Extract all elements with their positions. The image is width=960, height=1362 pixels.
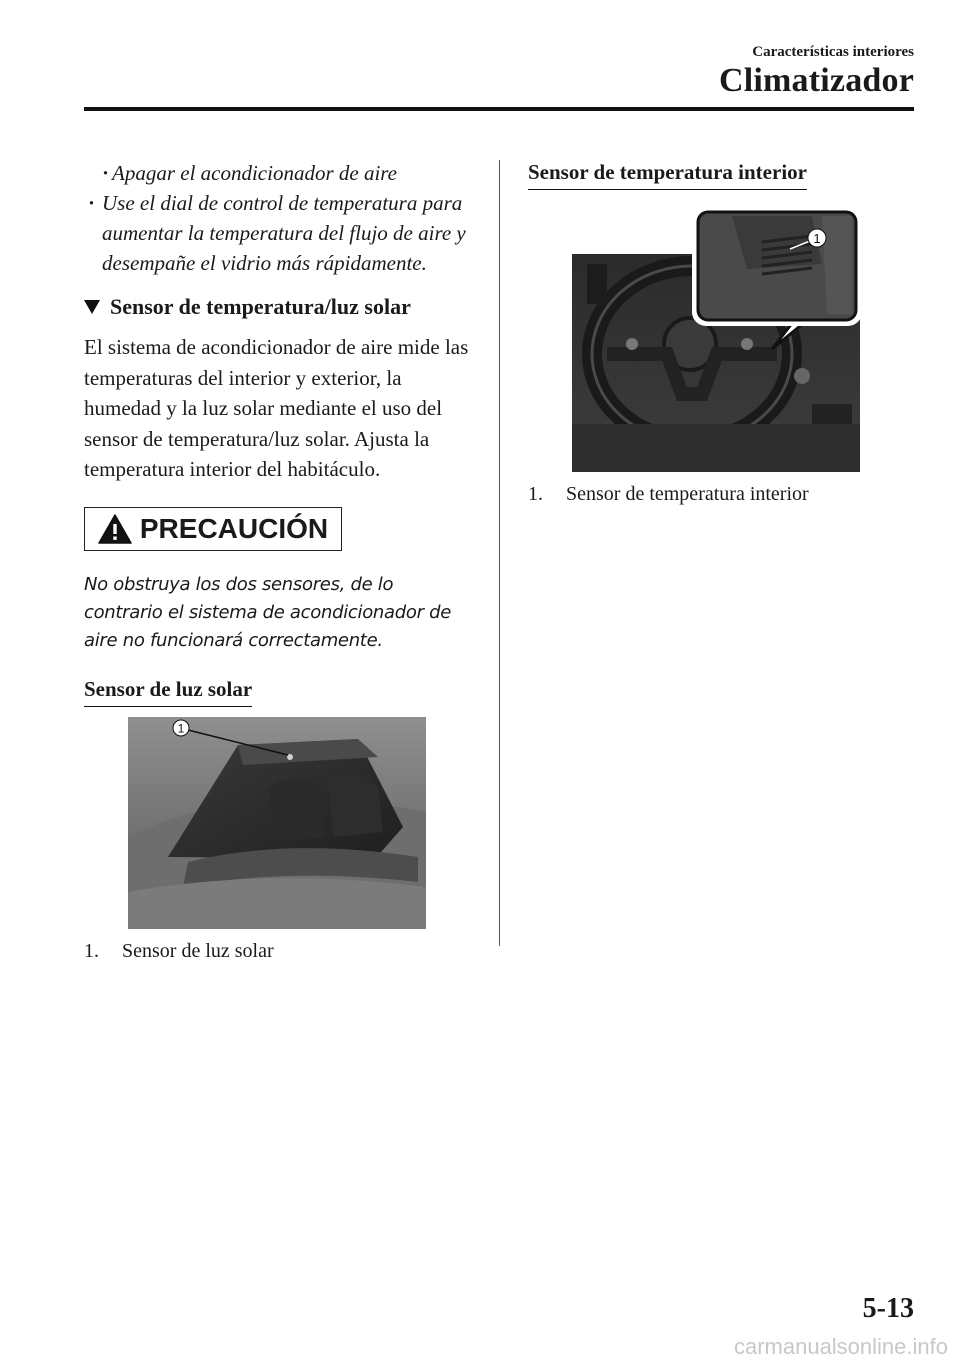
column-divider <box>499 160 500 946</box>
caution-text: No obstruya los dos sensores, de lo contrario el sistema de acondicionador de aire no funcionará correctamente. <box>84 573 452 651</box>
solar-sensor-figure <box>128 717 426 929</box>
caution-label: PRECAUCIÓN <box>139 512 329 544</box>
interior-callout-number: 1 <box>813 231 821 246</box>
bullet-item-ac-off: · Apagar el acondicionador de aire <box>84 158 470 188</box>
interior-figure-caption <box>528 480 914 508</box>
interior-caption-text: Sensor de temperatura interior <box>566 483 809 505</box>
solar-figure-caption <box>84 937 470 965</box>
page-number: 5-13 <box>862 1293 914 1324</box>
watermark: carmanualsonline.info <box>733 1334 948 1359</box>
warning-triangle-icon <box>98 514 132 544</box>
triangle-down-icon <box>84 300 100 314</box>
section-heading-text: Sensor de temperatura/luz solar <box>110 294 411 319</box>
solar-caption-number: 1. <box>84 939 99 962</box>
bullet-item-temperature-dial: · Use el dial de control de temperatura para aumentar la temperatura del flujo de aire y desempañe el vidrio más rápidamente. <box>84 188 470 278</box>
dashboard-illustration <box>572 204 860 472</box>
section-title: Características interiores <box>752 44 914 60</box>
solar-callout-number: 1 <box>177 721 185 735</box>
solar-caption-text: Sensor de luz solar <box>122 939 274 962</box>
interior-sensor-heading: Sensor de temperatura interior <box>528 158 807 190</box>
section-heading <box>84 292 470 322</box>
interior-caption-number: 1. <box>528 483 543 505</box>
body-paragraph: El sistema de acondicionador de aire mide las temperaturas del interior y exterior, la humedad y la luz solar mediante el uso del sensor de temperatura/luz solar. Ajusta la temperatura interior del habitáculo. <box>84 335 469 481</box>
solar-sensor-heading: Sensor de luz solar <box>84 675 252 707</box>
header-rule <box>84 107 914 111</box>
left-column <box>84 158 470 965</box>
interior-sensor-figure <box>572 204 860 472</box>
windshield-illustration <box>128 717 426 929</box>
caution-box <box>84 507 342 551</box>
right-column <box>528 158 914 508</box>
chapter-title: Climatizador <box>718 62 914 99</box>
